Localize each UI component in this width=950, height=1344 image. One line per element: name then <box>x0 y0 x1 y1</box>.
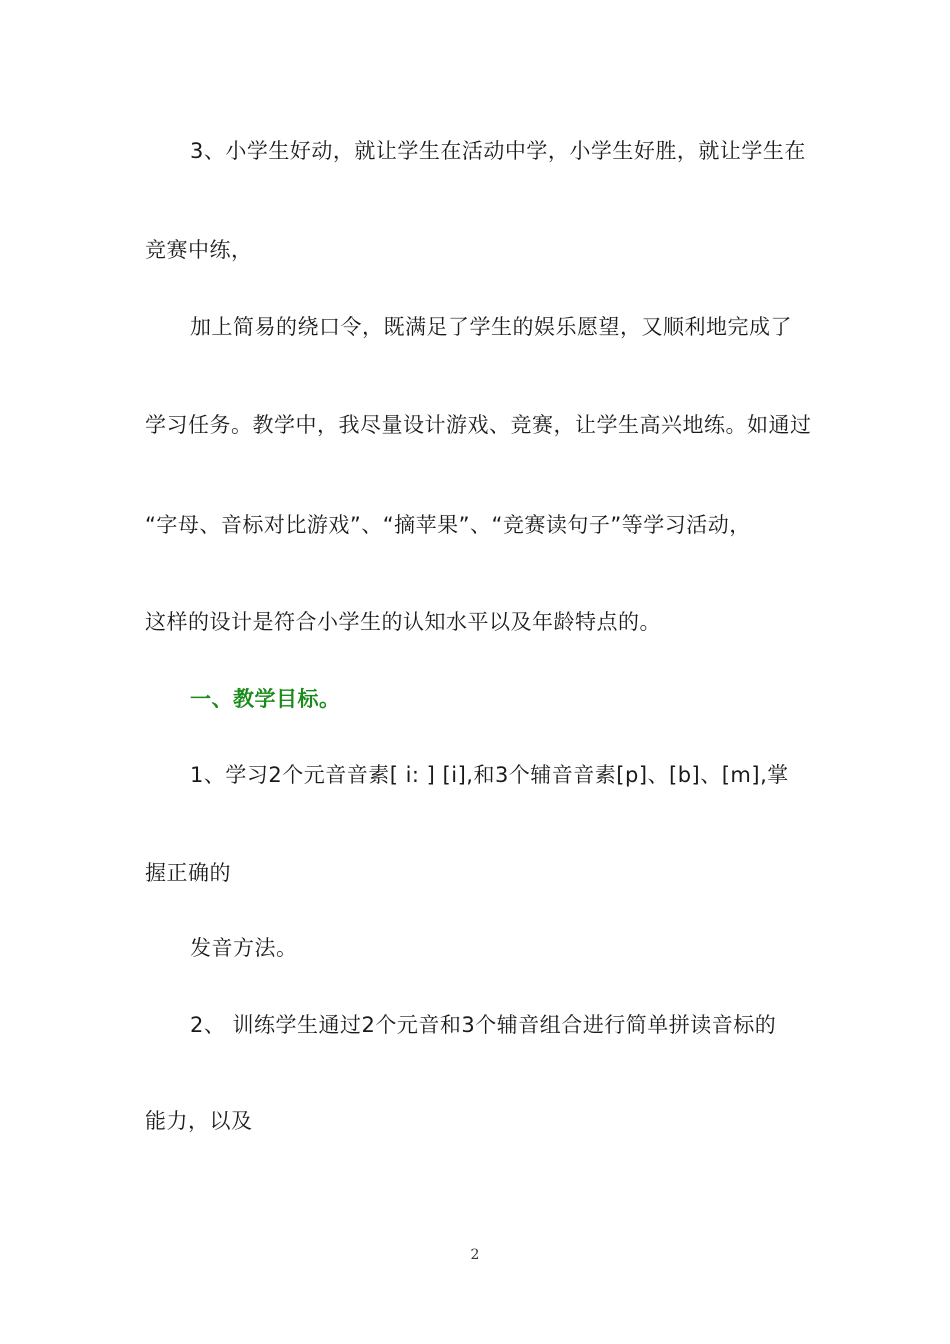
page-number: 2 <box>470 1247 480 1263</box>
paragraph-line-8: 1、学习2个元音音素[ i: ] [i],和3个辅音音素[p]、[b]、[m],掌 <box>190 763 789 787</box>
paragraph-line-12: 能力，以及 <box>145 1109 253 1133</box>
paragraph-line-10: 发音方法。 <box>190 936 298 960</box>
paragraph-line-6: 这样的设计是符合小学生的认知水平以及年龄特点的。 <box>145 610 661 634</box>
paragraph-line-3: 加上简易的绕口令，既满足了学生的娱乐愿望，又顺利地完成了 <box>190 315 792 339</box>
paragraph-line-4: 学习任务。教学中，我尽量设计游戏、竞赛，让学生高兴地练。如通过 <box>145 413 812 437</box>
paragraph-line-11: 2、 训练学生通过2个元音和3个辅音组合进行简单拼读音标的 <box>190 1013 777 1037</box>
section-heading: 一、教学目标。 <box>190 687 341 711</box>
paragraph-line-9: 握正确的 <box>145 861 231 885</box>
paragraph-line-5: “字母、音标对比游戏”、“摘苹果”、“竞赛读句子”等学习活动， <box>145 513 751 537</box>
paragraph-line-1: 3、小学生好动，就让学生在活动中学，小学生好胜，就让学生在 <box>190 139 806 163</box>
paragraph-line-2: 竞赛中练， <box>145 238 253 262</box>
